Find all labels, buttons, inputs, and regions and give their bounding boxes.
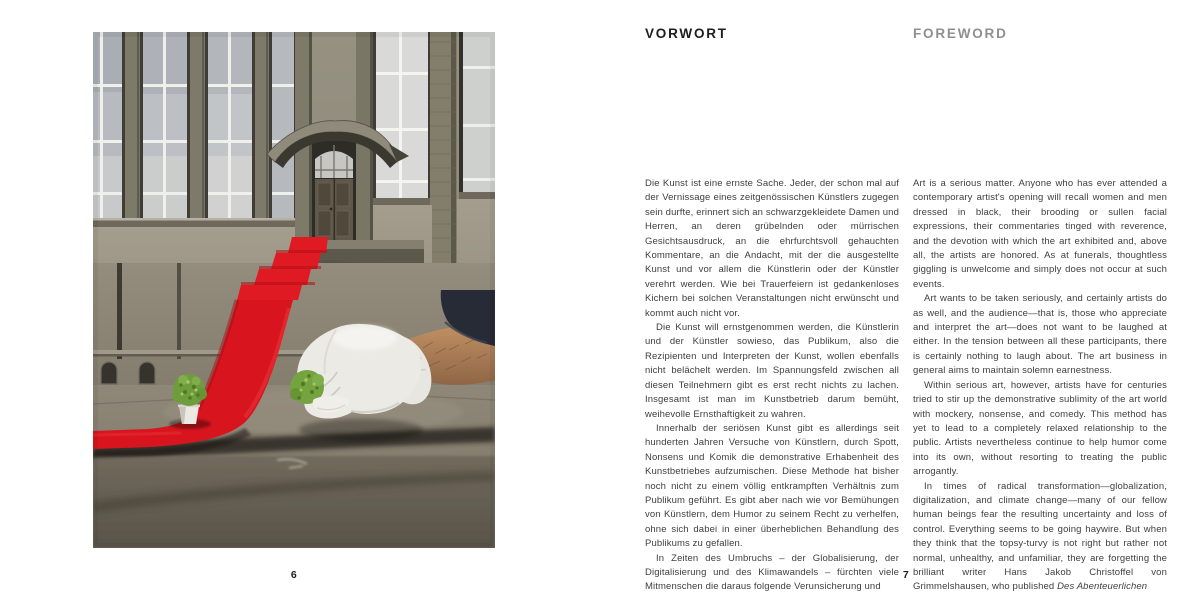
vorwort-heading: VORWORT [645, 26, 728, 41]
foreword-heading: FOREWORD [913, 26, 1008, 41]
vorwort-paragraph: In Zeiten des Umbruchs – der Globalisierung, der Digitalisierung und des Klimawandels – fürchten viele Mitmenschen die daraus folgende Verunsicherung und [645, 552, 899, 593]
facade-windows-left [93, 32, 297, 228]
foreword-paragraph: Art wants to be taken seriously, and certainly artists do as well, and the audience—that is, those who appreciate and interpret the art—does not want to be laughed at either. In the tension between all these participants, there is certainly nothing to laugh about. The art business in general aims to maintain solemn earnestness. [913, 293, 1167, 377]
foreword-paragraph-text: In times of radical transformation—globalization, digitalization, and climate change—many of our fellow human beings fear the resulting uncertainty and loss of control. Everything seems to be going haywire. But when they think that the topsy-turvy is not right but rather not normal, unhealthy, and unfamiliar, they are forgetting the brilliant writer Hans Jakob Christoffel von Grimmelshausen, who published [913, 480, 1167, 593]
artwork-photo [93, 32, 495, 548]
vorwort-paragraph: Die Kunst will ernstgenommen werden, die Künstlerin und der Künstler sowieso, das Publikum, also die Rezipienten und Interpreten der Kunst, wollen ebenfalls nicht belächelt werden. Im Spannungsfeld zwischen all diesen Teilnehmern gibt es erst recht nichts zu lachen. Insgesamt ist man im Kunstbetrieb darum bemüht, weihevolle Ernsthaftigkeit zu wahren. [645, 322, 899, 420]
page-number-right: 7 [902, 569, 910, 581]
foreword-paragraph: Within serious art, however, artists have for centuries tried to stir up the demonstrative sublimity of the art world with mockery, nonsense, and comedy. This method has yet to lead to a completely relaxed relationship to the public. Artists nevertheless continue to help humor come into its own, without resorting to treating the public arrogantly. [913, 379, 1167, 478]
vorwort-paragraph: Innerhalb der seriösen Kunst gibt es allerdings seit hunderten Jahren Versuche von Künstlern, durch Spott, Nonsens und Komik die demonstrative Erhabenheit des Kunstbetriebes aufzumischen. Diese Methode hat bisher noch nicht zu einem völlig entkrampften Verhältnis zum Publikum geführt. Es gibt aber nach wie vor Bemühungen von Künstlern, dem Humor zu seinem Recht zu verhelfen, ohne sich dabei in einer überheblichen Behandlung des Publikums zu gefallen. [645, 422, 899, 550]
foreword-column [913, 26, 1167, 593]
page-number-left: 6 [290, 569, 298, 581]
foreword-paragraph: Art is a serious matter. Anyone who has ever attended a contemporary artist's opening will recall women and men dressed in black, their brooding or sullen facial expressions, their commentaries tinged with reverence, and the devotion with which the art exhibited and, above all, the artists are honored. As at funerals, thoughtless giggling is unwelcome and simply does not occur at such events. [913, 178, 1167, 290]
foreword-book-title: Des Abenteuerlichen [1057, 581, 1148, 593]
vorwort-column [645, 26, 899, 593]
pavement [93, 385, 495, 548]
artwork-illustration [93, 32, 495, 548]
foreword-body [913, 177, 1167, 595]
vorwort-body [645, 177, 899, 595]
vorwort-paragraph: Die Kunst ist eine ernste Sache. Jeder, der schon mal auf der Vernissage eines zeitgenössischen Künstlers zugegen sein durfte, erinnert sich an schwarzgekleidete Damen und Herren, an deren grübelnden oder mürrischen Gesichtsausdruck, an die ehrfurchtsvoll gehauchten Kommentare, an die Andacht, mit der die ausgestellte Kunst und vor allem die Künstlerin oder der Künstler verehrt werden. Wie bei Trauerfeiern ist gedankenloses Kichern bei solchen Veranstaltungen nicht erwünscht und kommt auch nicht vor. [645, 178, 899, 319]
